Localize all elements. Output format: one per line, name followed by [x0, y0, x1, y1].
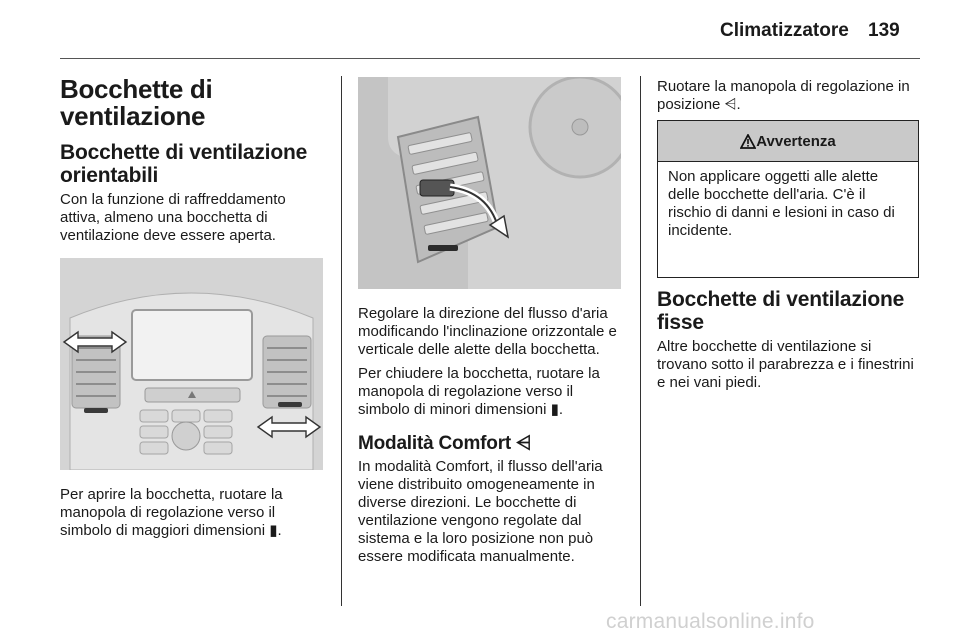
- fixed-vents-paragraph: Altre bocchette di ventilazione si trovano sotto il parabrezza e i finestrini e nei vani piedi.: [657, 338, 914, 391]
- dashboard-vents-figure: [60, 258, 323, 470]
- warning-header: [658, 121, 918, 162]
- column-1-caption: [60, 486, 324, 540]
- column-2: [358, 305, 624, 566]
- column-divider-2: [640, 76, 641, 606]
- column-3-intro: Ruotare la manopola di regolazione in posizione ⩤.: [657, 78, 910, 113]
- warning-title: Avvertenza: [756, 132, 836, 150]
- column-3-fixed: [657, 288, 921, 392]
- paragraph-airflow: Regolare la direzione del flusso d'aria modificando l'inclinazione orizzontale e verticale delle alette della bocchetta.: [358, 305, 617, 358]
- column-3: [657, 78, 919, 114]
- header-title: Climatizzatore: [720, 20, 849, 41]
- intro-paragraph: Con la funzione di raffreddamento attiva, almeno una bocchetta di ventilazione deve essere aperta.: [60, 191, 286, 244]
- paragraph-close-vent: Per chiudere la bocchetta, ruotare la manopola di regolazione verso il simbolo di minori dimensioni ▮.: [358, 365, 600, 418]
- fixed-vents-heading: Bocchette di ventilazione fisse: [657, 288, 905, 334]
- column-divider-1: [341, 76, 342, 606]
- figure-caption: Per aprire la bocchetta, ruotare la manopola di regolazione verso il simbolo di maggiori dimensioni ▮.: [60, 486, 283, 539]
- section-heading: Bocchette di ventilazione: [60, 74, 213, 131]
- vent-knob-illustration: [358, 77, 621, 289]
- watermark: carmanualsonline.info: [606, 610, 815, 633]
- page-number: 139: [868, 20, 900, 41]
- column-1: [60, 76, 324, 245]
- vent-knob-figure: [358, 77, 621, 289]
- subsection-heading: Bocchette di ventilazione orientabili: [60, 141, 308, 187]
- dashboard-vents-illustration: [60, 258, 323, 470]
- comfort-heading: Modalità Comfort ⩤: [358, 433, 532, 454]
- warning-triangle-icon: [740, 134, 756, 149]
- warning-box: [657, 120, 919, 278]
- header-rule: [60, 58, 920, 59]
- comfort-paragraph: In modalità Comfort, il flusso dell'aria viene distribuito omogeneamente in diverse direzioni. Le bocchette di ventilazione vengono regolate dal sistema e la loro posizione non può essere modificata manualmente.: [358, 458, 603, 565]
- warning-text: Non applicare oggetti alle alette delle bocchette dell'aria. C'è il rischio di danni e lesioni in caso di incidente.: [668, 168, 895, 239]
